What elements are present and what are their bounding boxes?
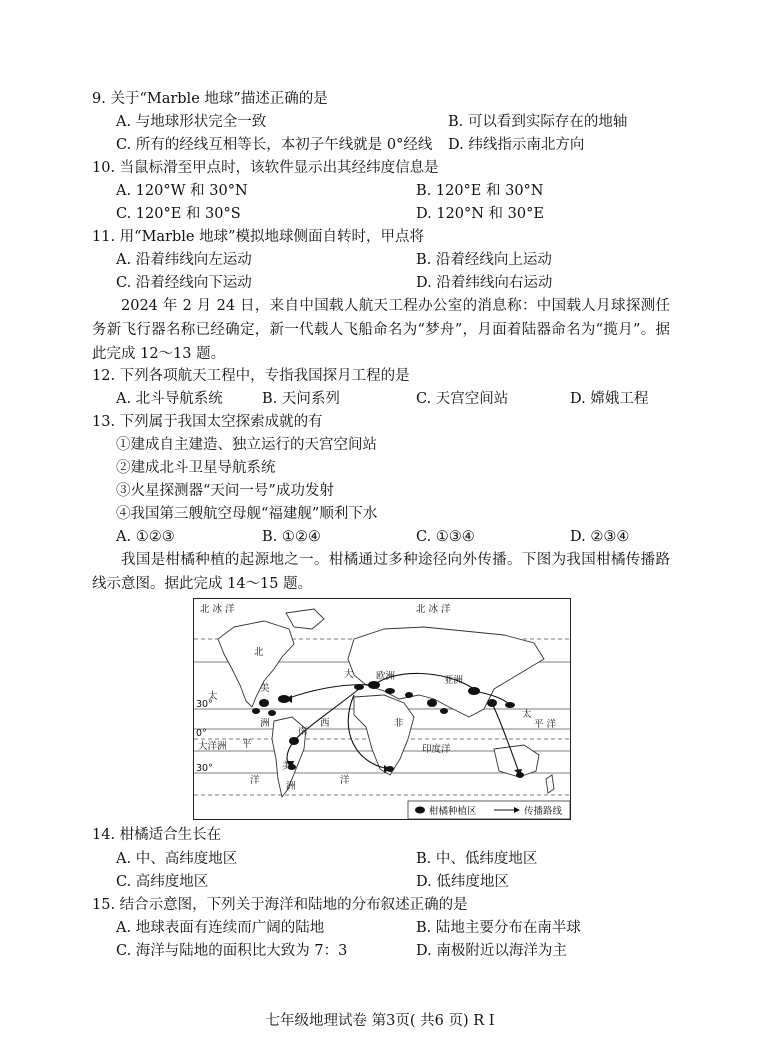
q11-option-a: A. 沿着纬线向左运动 — [116, 252, 252, 268]
label-pingyang-right: 平 洋 — [534, 719, 557, 730]
planting-area — [405, 692, 413, 698]
q10-option-d: D. 120°N 和 30°E — [416, 206, 544, 222]
label-america-2: 美 — [282, 761, 292, 772]
label-oceania: 大洋洲 — [198, 741, 227, 752]
q15-option-b: B. 陆地主要分布在南半球 — [416, 920, 581, 936]
legend-planting-label: 柑橘种植区 — [429, 806, 477, 817]
q13-item-4: ④我国第三艘航空母舰“福建舰”顺利下水 — [116, 506, 378, 522]
label-asia: 亚洲 — [444, 675, 464, 686]
world-map-svg — [194, 599, 570, 819]
q12-option-b: B. 天问系列 — [262, 391, 340, 407]
q13-option-b: B. ①②④ — [262, 529, 321, 545]
label-america-1: 美 — [260, 683, 270, 694]
q14-stem: 14. 柑橘适合生长在 — [92, 827, 222, 843]
new-zealand-shape — [546, 775, 554, 793]
label-indian-ocean: 印度洋 — [422, 744, 451, 755]
planting-area — [385, 688, 395, 694]
q11-stem: 11. 用“Marble 地球”模拟地球侧面自转时，甲点将 — [92, 229, 425, 245]
citrus-spread-map — [193, 598, 571, 820]
q11-option-b: B. 沿着经线向上运动 — [416, 252, 552, 268]
q14-option-d: D. 低纬度地区 — [416, 874, 509, 890]
label-yang-2: 洋 — [340, 775, 350, 786]
q14-option-a: A. 中、高纬度地区 — [116, 851, 238, 867]
q13-item-3: ③火星探测器“天问一号”成功发射 — [116, 483, 334, 499]
planting-area — [268, 710, 276, 716]
planting-area — [252, 708, 260, 714]
q10-option-c: C. 120°E 和 30°S — [116, 206, 241, 222]
label-yang-1: 洋 — [250, 775, 260, 786]
q10-option-b: B. 120°E 和 30°N — [416, 183, 544, 199]
q9-option-d: D. 纬线指示南北方向 — [448, 137, 585, 153]
q9-option-a: A. 与地球形状完全一致 — [116, 114, 267, 130]
q13-option-d: D. ②③④ — [570, 529, 630, 545]
planting-area — [440, 708, 448, 714]
q13-stem: 13. 下列属于我国太空探索成就的有 — [92, 414, 323, 430]
planting-area — [259, 699, 269, 707]
label-lat-0: 0° — [196, 728, 207, 739]
q12-option-c: C. 天宫空间站 — [416, 391, 509, 407]
q12-option-d: D. 嫦娥工程 — [570, 391, 649, 407]
label-lat-30s: 30° — [196, 763, 213, 774]
label-arctic-ocean-left: 北 冰 洋 — [200, 604, 235, 615]
africa-shape — [354, 695, 414, 775]
label-africa: 非 — [394, 718, 404, 729]
q11-option-c: C. 沿着经线向下运动 — [116, 275, 252, 291]
label-lat-30n: 30° — [196, 699, 213, 710]
q9-option-c: C. 所有的经线互相等长，本初子午线就是 0°经线 — [116, 137, 433, 153]
q14-option-c: C. 高纬度地区 — [116, 874, 209, 890]
q9-option-b: B. 可以看到实际存在的地轴 — [448, 114, 628, 130]
q13-item-2: ②建成北斗卫星导航系统 — [116, 460, 276, 476]
q13-item-1: ①建成自主建造、独立运行的天宫空间站 — [116, 437, 377, 453]
q13-option-a: A. ①②③ — [116, 529, 175, 545]
label-zhou-1: 洲 — [260, 718, 270, 729]
q11-option-d: D. 沿着纬线向右运动 — [416, 275, 553, 291]
q10-stem: 10. 当鼠标滑至甲点时，该软件显示出其经纬度信息是 — [92, 160, 439, 176]
label-zhou-2: 洲 — [286, 781, 296, 792]
label-arctic-ocean: 北 冰 洋 — [416, 604, 451, 615]
north-america-shape — [218, 621, 294, 707]
label-atlantic: 大 — [344, 669, 354, 680]
planting-area — [427, 699, 437, 707]
page-footer: 七年级地理试卷 第3页( 共6 页) R I — [265, 1013, 495, 1029]
intro-paragraph-14-15: 我国是柑橘种植的起源地之一。柑橘通过多种途径向外传播。下图为我国柑橘传播路线示意图。据此完成 14～15 题。 — [92, 552, 670, 592]
intro-paragraph-12-13: 2024 年 2 月 24 日，来自中国载人航天工程办公室的消息称：中国载人月球探测任务新飞行器名称已经确定，新一代载人飞船命名为“梦舟”，月面着陆器命名为“揽月”。据此完成 12～13 题。 — [92, 298, 670, 362]
q12-option-a: A. 北斗导航系统 — [116, 391, 223, 407]
australia-shape — [494, 745, 539, 777]
legend-planting-symbol — [415, 807, 425, 814]
q14-option-b: B. 中、低纬度地区 — [416, 851, 538, 867]
q15-option-a: A. 地球表面有连续而广阔的陆地 — [116, 920, 325, 936]
q15-option-c: C. 海洋与陆地的面积比大致为 7：3 — [116, 943, 348, 959]
q12-stem: 12. 下列各项航天工程中，专指我国探月工程的是 — [92, 368, 410, 384]
label-south: 南 — [298, 726, 308, 737]
q15-stem: 15. 结合示意图，下列关于海洋和陆地的分布叙述正确的是 — [92, 897, 468, 913]
label-pacific-right: 太 — [522, 709, 532, 720]
q15-option-d: D. 南极附近以海洋为主 — [416, 943, 567, 959]
greenland-shape — [286, 609, 324, 629]
q10-option-a: A. 120°W 和 30°N — [116, 183, 248, 199]
label-pacific-left: 太 — [208, 691, 218, 702]
label-ping: 平 — [242, 739, 252, 750]
q9-stem: 9. 关于“Marble 地球”描述正确的是 — [92, 91, 328, 107]
legend-route-label: 传播路线 — [524, 806, 563, 817]
label-north-atlantic: 北 — [254, 647, 264, 658]
label-europe: 欧洲 — [376, 671, 396, 682]
q13-option-c: C. ①③④ — [416, 529, 475, 545]
label-xi: 西 — [320, 718, 330, 729]
